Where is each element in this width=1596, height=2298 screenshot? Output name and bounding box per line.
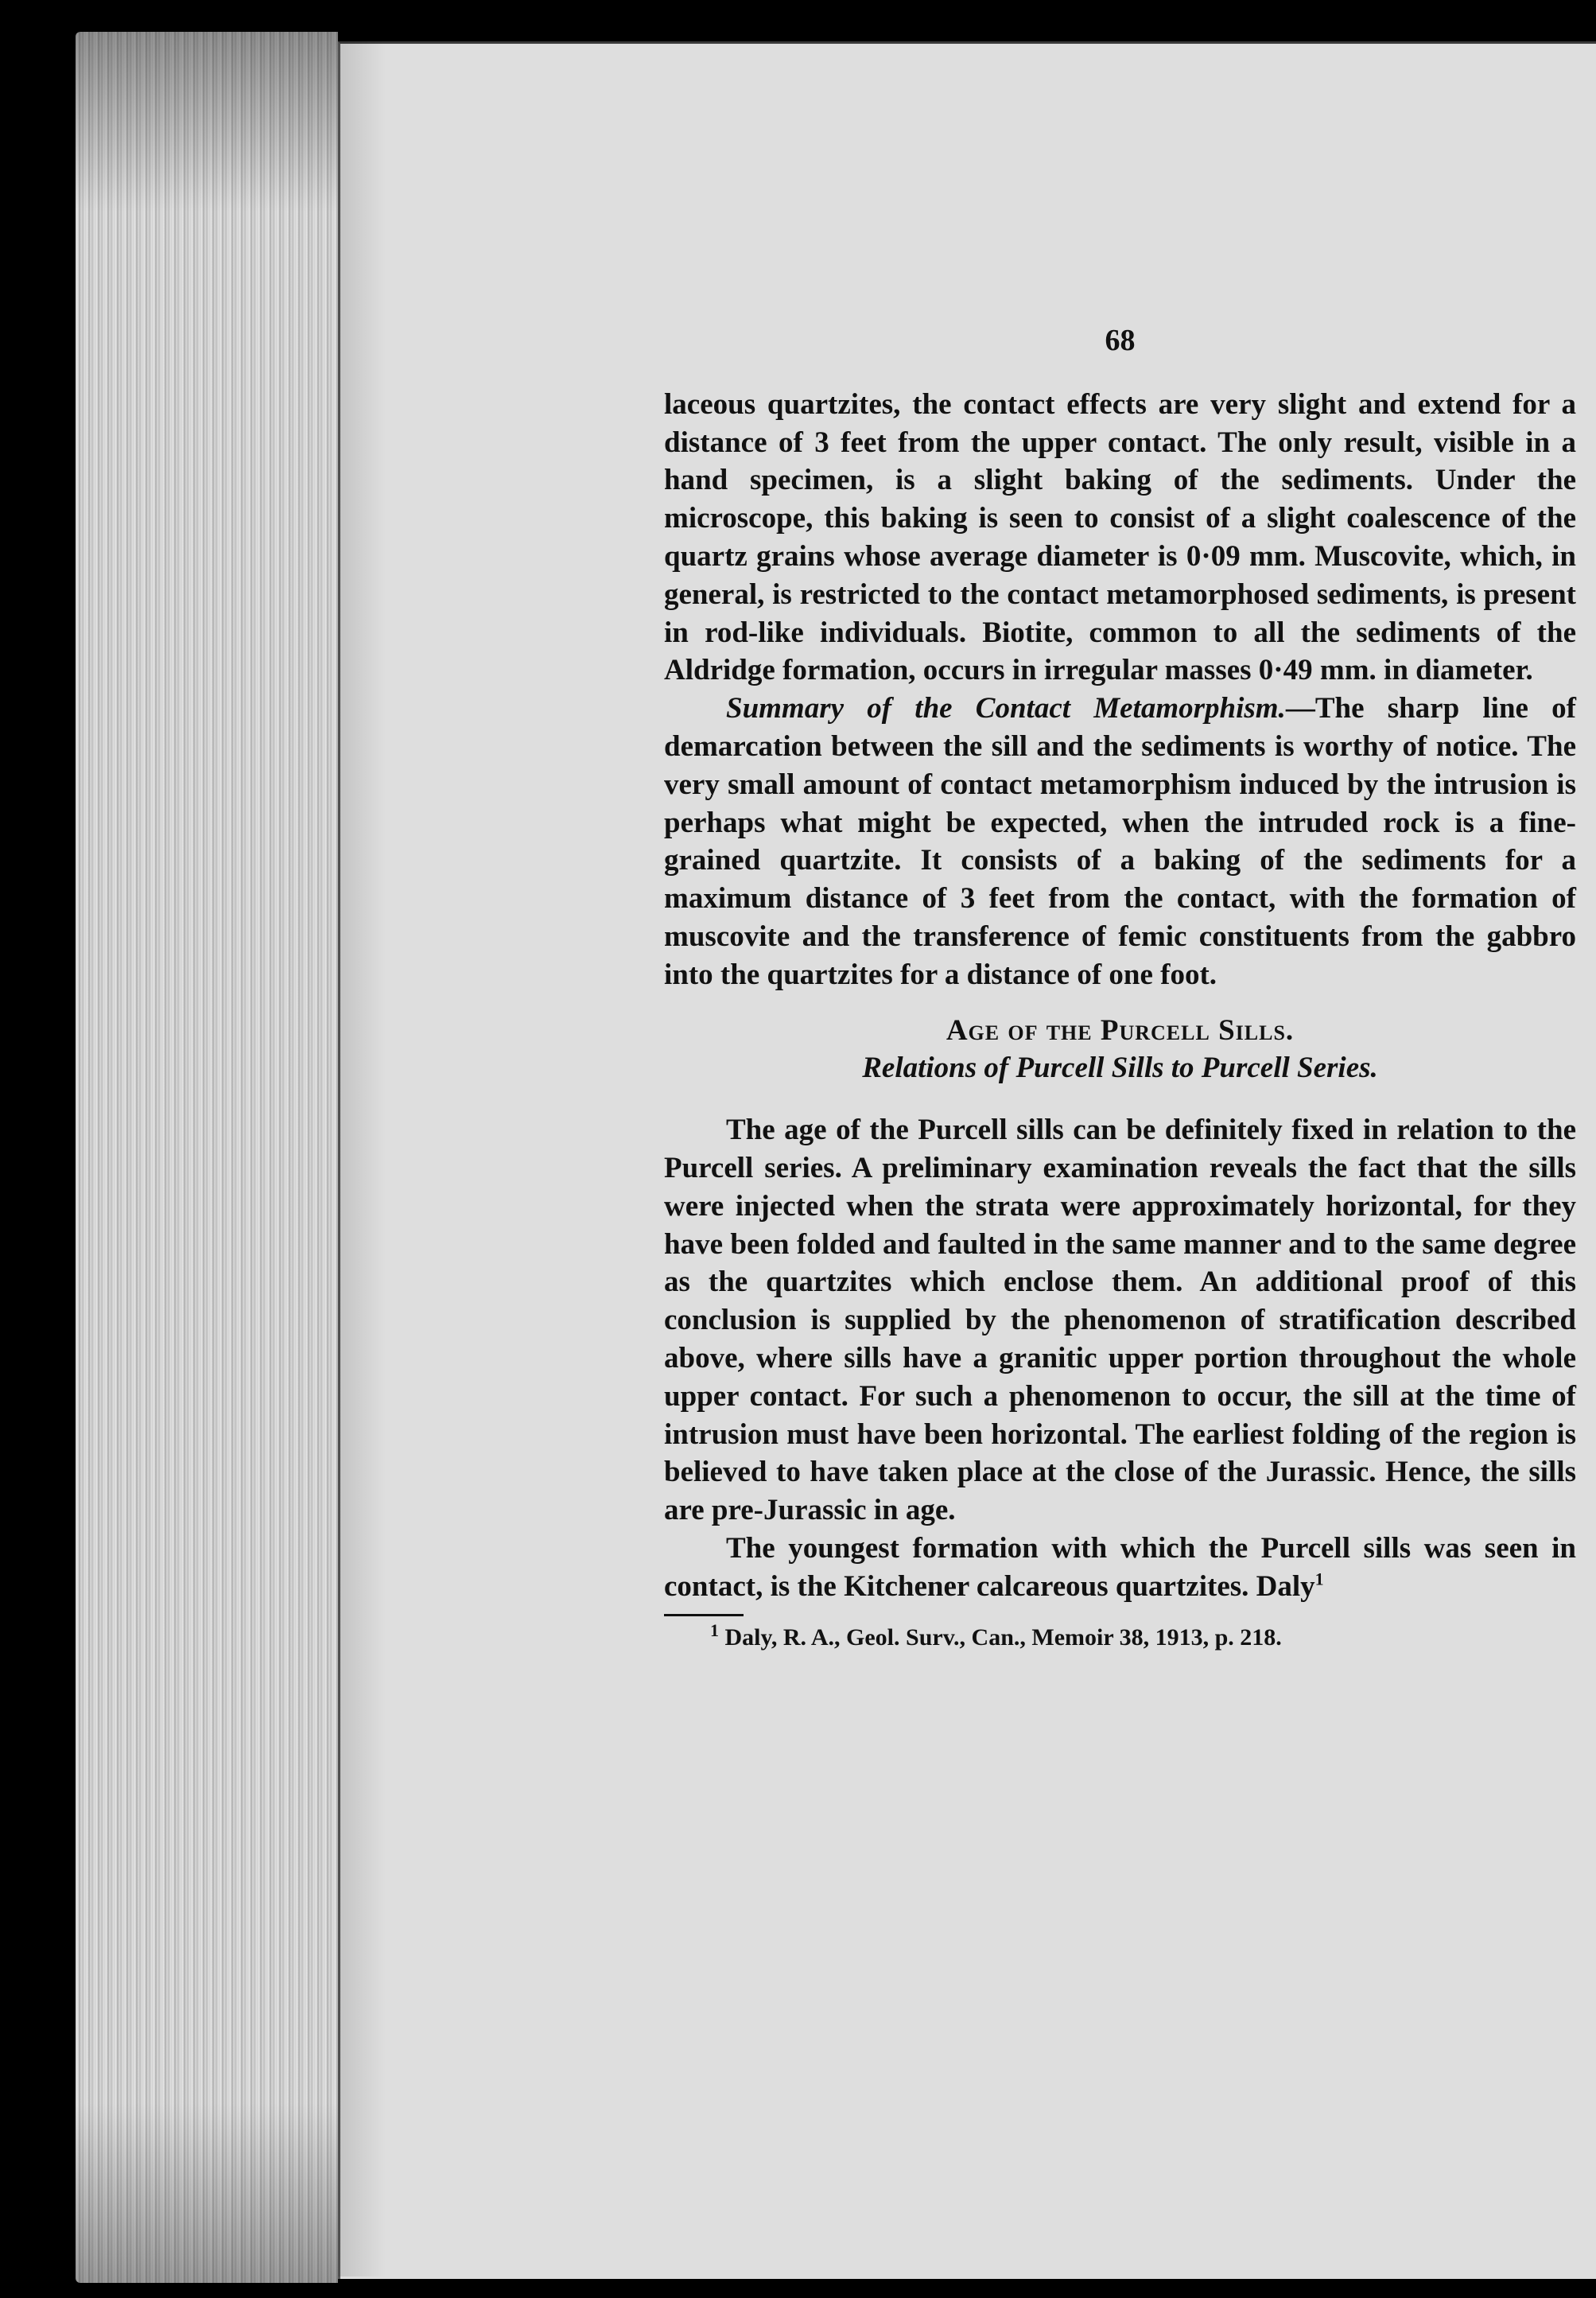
summary-text: —The sharp line of demarcation between the sill and the sediments is worthy of notice. The very small amount of contact metamorphism induced by the intrusion is perhaps what might be expected, when the intruded rock is a fine-grained quartzite. It consists of a baking of the sediments for a maximum distance of 3 feet from the contact, with the formation of muscovite and the transference of femic constituents from the gabbro into the quartzites for a distance of one foot. xyxy=(664,692,1576,991)
paragraph-contact-effects: laceous quartzites, the contact effects are very slight and extend for a distance of 3 feet from the upper contact. The only result, visible in a hand specimen, is a slight baking of the sediments. Under the microscope, this baking is seen to consist of a slight coalescence of the quartz grains whose average diameter is 0·09 mm. Muscovite, which, in general, is restricted to the contact metamorphosed sediments, is present in rod-like individuals. Biotite, common to all the sediments of the Aldridge formation, occurs in irregular masses 0·49 mm. in diameter. xyxy=(664,387,1576,687)
summary-title: Summary of the Contact Metamorphism. xyxy=(726,692,1286,725)
footnote xyxy=(710,1619,1576,1653)
section-subheading: Relations of Purcell Sills to Purcell Series. xyxy=(862,1052,1378,1085)
footnote-rule xyxy=(664,1614,744,1616)
footnote-marker: 1 xyxy=(1314,1569,1324,1589)
section-heading: Age of the Purcell Sills. xyxy=(946,1013,1295,1047)
paragraph-youngest-formation-text: The youngest formation with which the Purcell sills was seen in contact, is the Kitchener calcareous quartzites. Daly xyxy=(664,1531,1576,1603)
footnote-number: 1 xyxy=(710,1619,719,1640)
footnote-text: Daly, R. A., Geol. Surv., Can., Memoir 38, 1913, p. 218. xyxy=(724,1623,1282,1651)
page-gutter-shadow xyxy=(338,41,386,2277)
page-edges xyxy=(76,32,338,2283)
paragraph-youngest-formation xyxy=(664,1530,1576,1606)
paragraph-summary xyxy=(664,690,1576,993)
paragraph-age-of-sills: The age of the Purcell sills can be definitely fixed in relation to the Purcell series. A preliminary examination reveals the fact that the sills were injected when the strata were approximately horizontal, for they have been folded and faulted in the same manner and to the same degree as the quartzites which enclose them. An additional proof of this conclusion is supplied by the phenomenon of stratification described above, where sills have a granitic upper portion throughout the whole upper contact. For such a phenomenon to occur, the sill at the time of intrusion must have been horizontal. The earliest folding of the region is believed to have taken place at the close of the Jurassic. Hence, the sills are pre-Jurassic in age. xyxy=(664,1114,1576,1527)
page-text xyxy=(664,322,1576,1653)
page-number: 68 xyxy=(1105,324,1136,357)
